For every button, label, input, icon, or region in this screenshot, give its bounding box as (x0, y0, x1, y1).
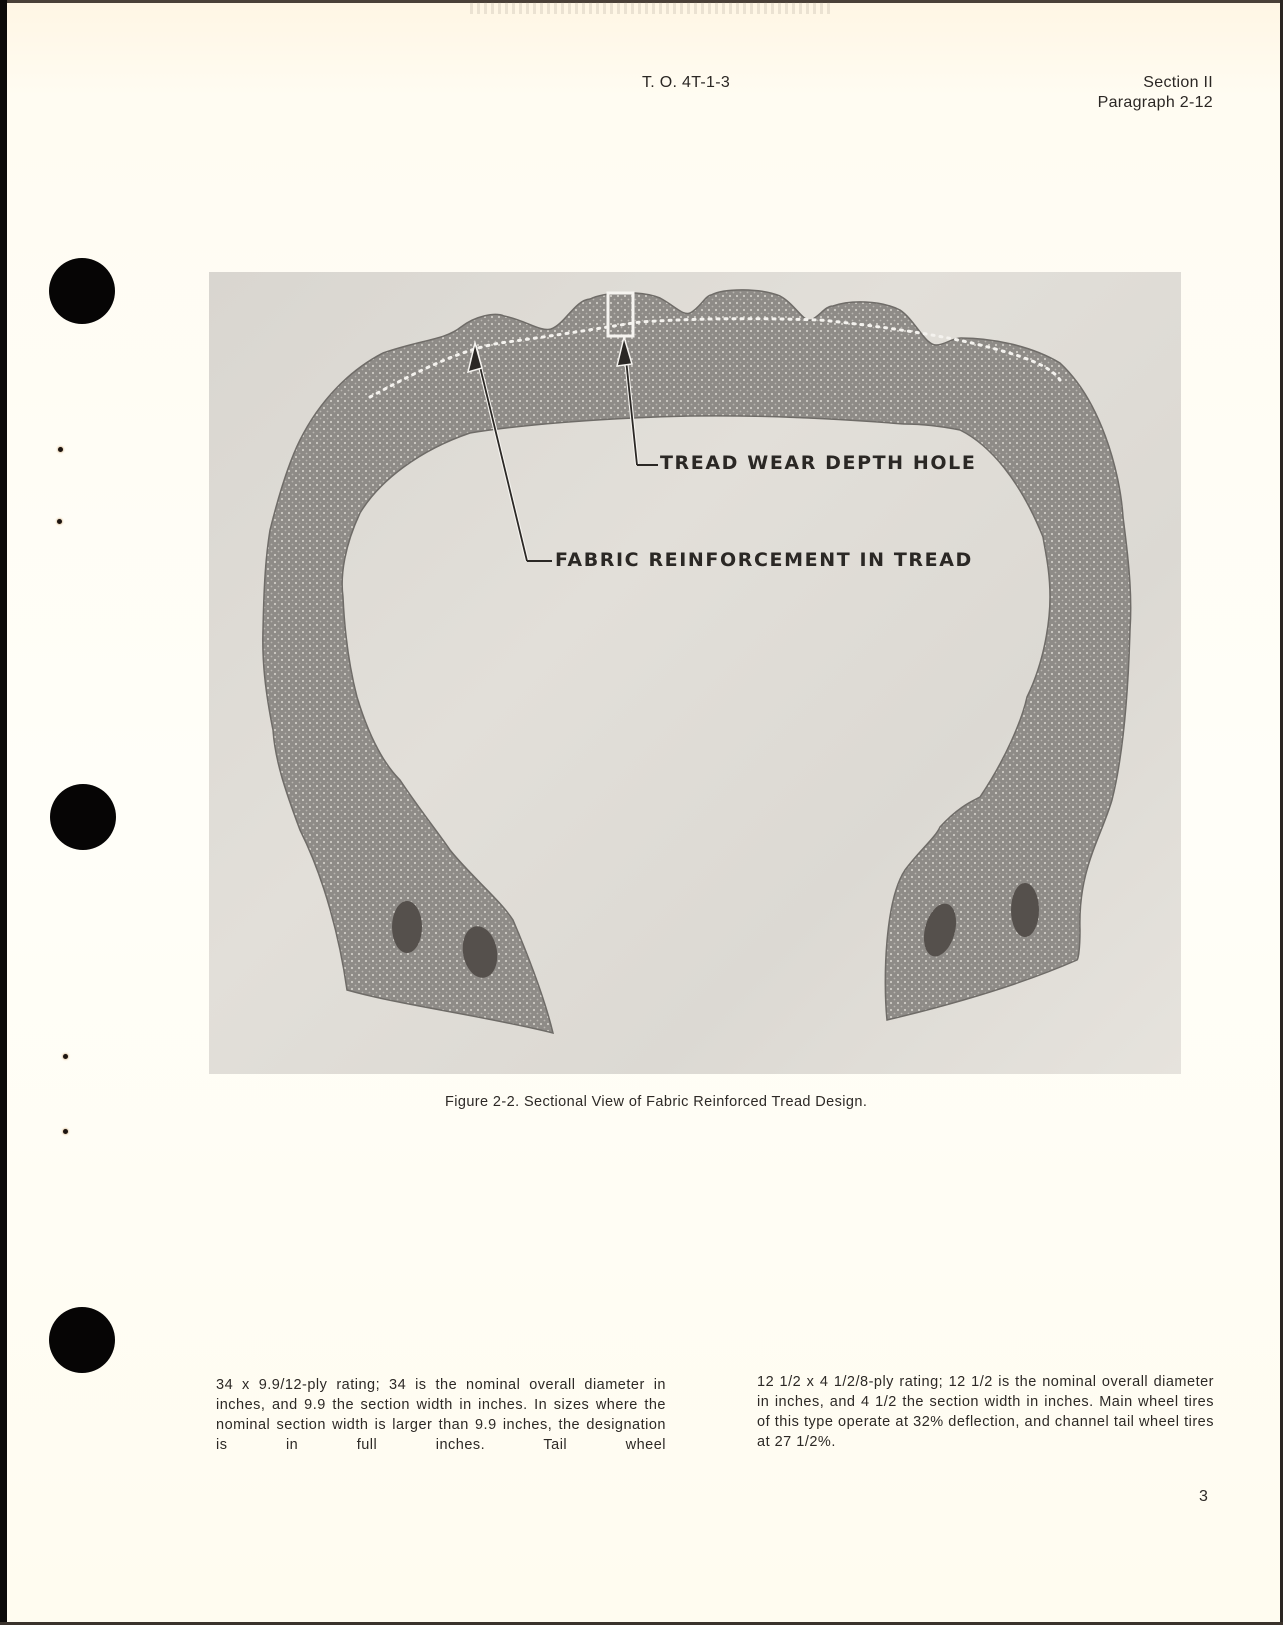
figure-caption: Figure 2-2. Sectional View of Fabric Reinforced Tread Design. (445, 1094, 868, 1110)
callout-fabric-reinforcement: FABRIC REINFORCEMENT IN TREAD (555, 549, 973, 571)
bleed-through-smudge (470, 2, 830, 14)
callout-tread-wear-depth-hole: TREAD WEAR DEPTH HOLE (660, 452, 977, 474)
paragraph-label: Paragraph 2-12 (1097, 94, 1213, 111)
margin-dot (63, 1054, 68, 1059)
body-text-right-column (757, 1372, 1214, 1452)
document-number: T. O. 4T-1-3 (642, 74, 731, 91)
margin-dot (58, 447, 63, 452)
page-number: 3 (1199, 1488, 1208, 1505)
paragraph-right: 12 1/2 x 4 1/2/8-ply rating; 12 1/2 is the nominal overall diameter in inches, and 4 1/2 the section width in inches. Main wheel tires of this type operate at 32% deflection, and channel tail wheel tires at 27 1/2%. (757, 1374, 1214, 1450)
margin-dot (57, 519, 62, 524)
binder-hole-icon (50, 784, 116, 850)
page-edge-left (0, 0, 7, 1625)
binder-hole-icon (49, 258, 115, 324)
margin-dot (63, 1129, 68, 1134)
paragraph-left: 34 x 9.9/12-ply rating; 34 is the nominal overall diameter in inches, and 9.9 the section width in inches. In sizes where the nominal section width is larger than 9.9 inches, the designation is in full inches. Tail wheel (216, 1377, 666, 1453)
body-text-left-column (216, 1375, 666, 1455)
tire-cross-section-icon (209, 272, 1181, 1074)
section-label: Section II (1143, 74, 1213, 91)
tire-section-photo (209, 272, 1181, 1074)
binder-hole-icon (49, 1307, 115, 1373)
